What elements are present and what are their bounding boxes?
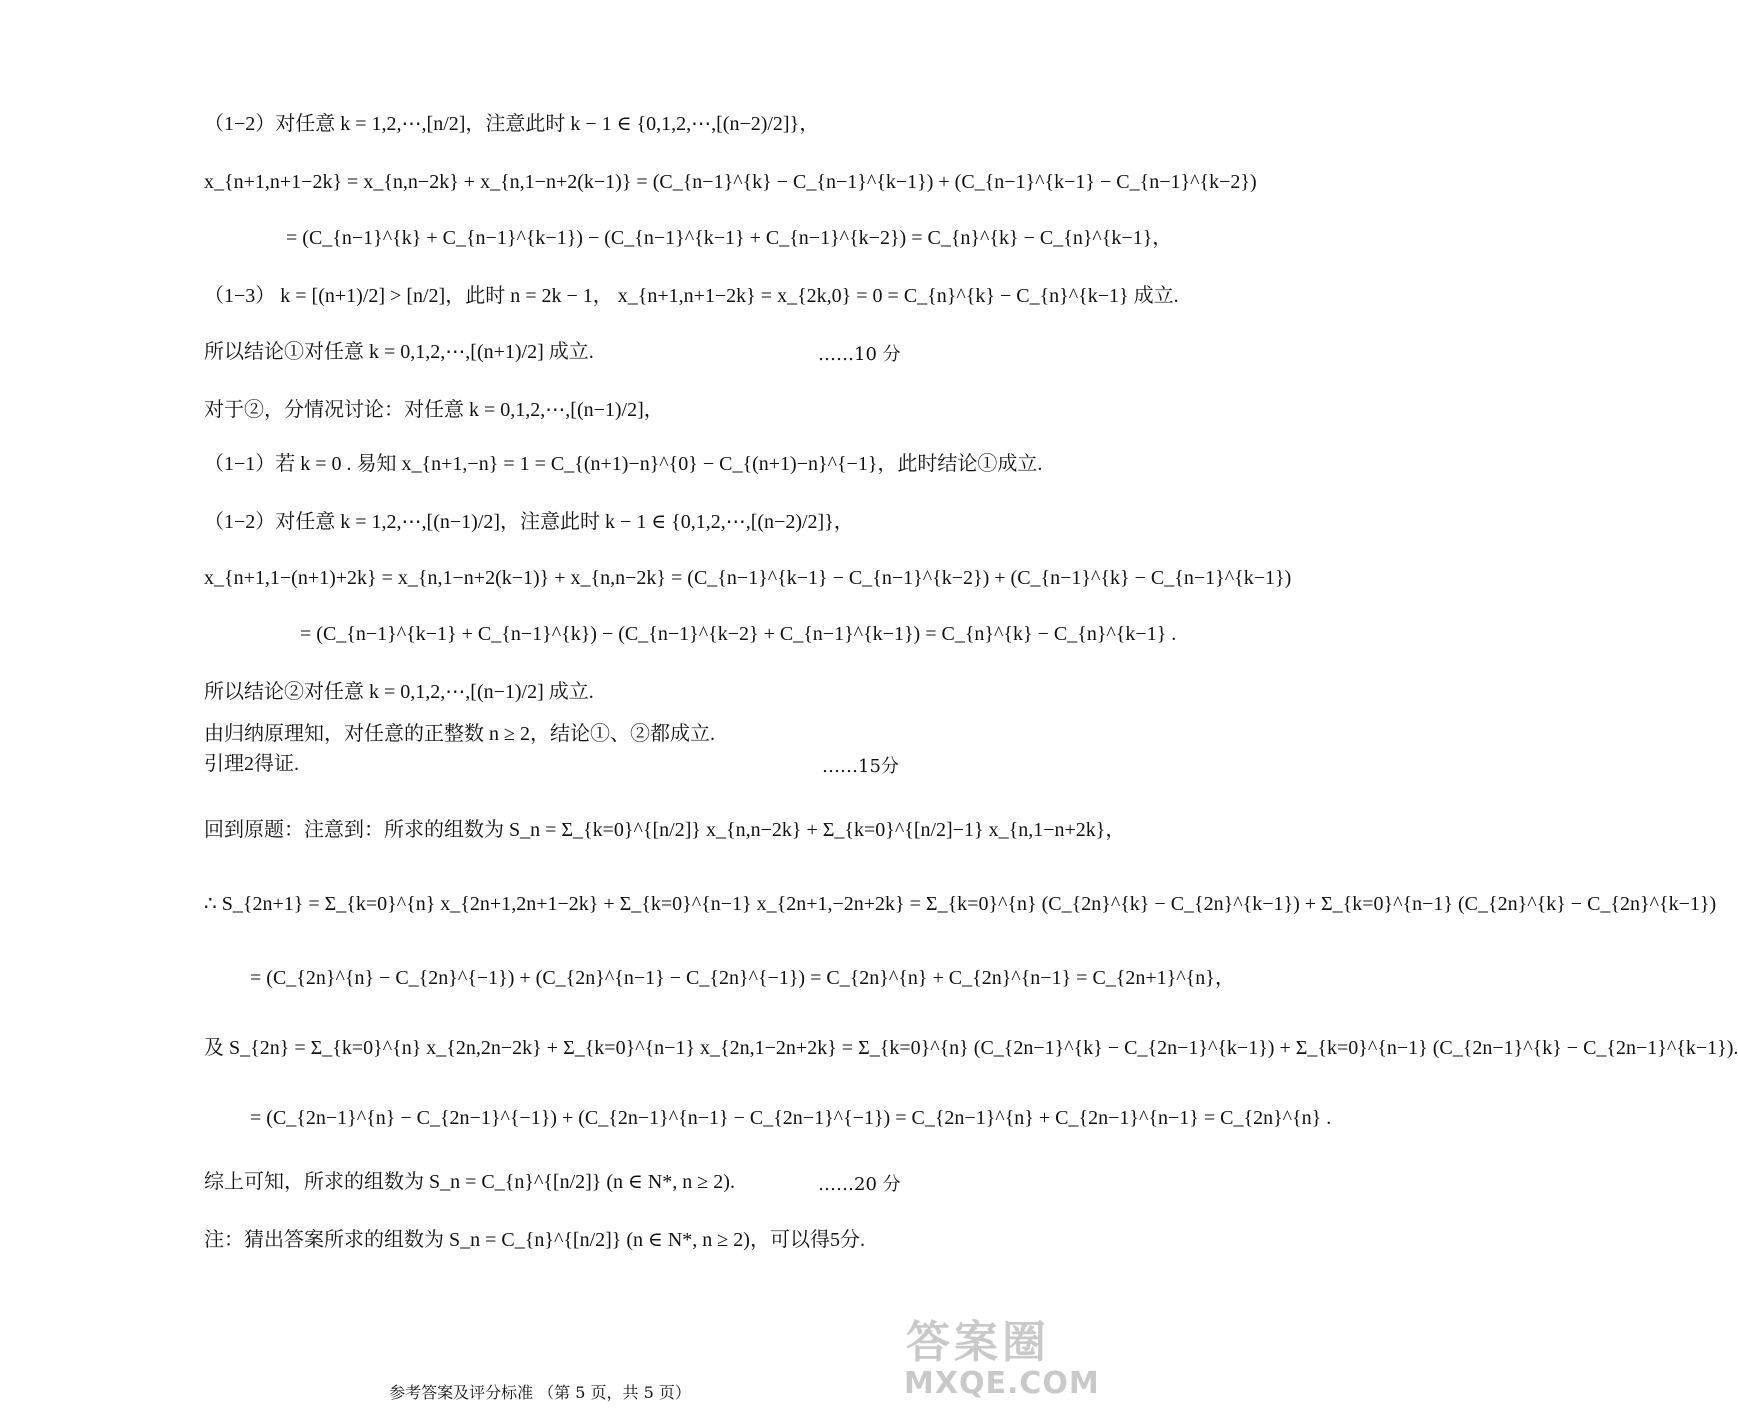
score-10: ……10 分 xyxy=(818,344,901,365)
watermark-logo xyxy=(880,1300,1100,1411)
text-line-10: = (C_{n−1}^{k−1} + C_{n−1}^{k}) − (C_{n−1}^{k−2} + C_{n−1}^{k−1}) = C_{n}^{k} − C_{n}^{k−1} . xyxy=(300,623,1177,645)
text-line-14: 回到原题：注意到：所求的组数为 S_n = Σ_{k=0}^{[n/2]} x_{n,n−2k} + Σ_{k=0}^{[n/2]−1} x_{n,1−n+2k}， xyxy=(204,819,1126,841)
text-line-20: 注：猜出答案所求的组数为 S_n = C_{n}^{[n/2]} (n ∈ N*, n ≥ 2)，可以得5分. xyxy=(204,1229,865,1251)
text-line-13: 引理2得证. xyxy=(204,753,299,775)
text-line-11: 所以结论②对任意 k = 0,1,2,⋯,[(n−1)/2] 成立. xyxy=(204,681,594,703)
text-line-6: 对于②，分情况讨论：对任意 k = 0,1,2,⋯,[(n−1)/2]， xyxy=(204,399,664,421)
text-line-2: x_{n+1,n+1−2k} = x_{n,n−2k} + x_{n,1−n+2(k−1)} = (C_{n−1}^{k} − C_{n−1}^{k−1}) + (C_{n−1}^{k−1} − C_{n−1}^{k−2}) xyxy=(204,171,1257,193)
text-line-4: （1−3） k = [(n+1)/2] > [n/2]，此时 n = 2k − 1， x_{n+1,n+1−2k} = x_{2k,0} = 0 = C_{n}^{k} − C_{n}^{k−1} 成立. xyxy=(204,285,1179,307)
text-line-5: 所以结论①对任意 k = 0,1,2,⋯,[(n+1)/2] 成立. xyxy=(204,341,594,363)
text-line-9: x_{n+1,1−(n+1)+2k} = x_{n,1−n+2(k−1)} + x_{n,n−2k} = (C_{n−1}^{k−1} − C_{n−1}^{k−2}) + (C_{n−1}^{k} − C_{n−1}^{k−1}) xyxy=(204,567,1292,589)
text-line-12: 由归纳原理知，对任意的正整数 n ≥ 2，结论①、②都成立. xyxy=(204,723,715,745)
text-line-8: （1−2）对任意 k = 1,2,⋯,[(n−1)/2]，注意此时 k − 1 ∈ {0,1,2,⋯,[(n−2)/2]}， xyxy=(204,511,854,533)
text-line-17: 及 S_{2n} = Σ_{k=0}^{n} x_{2n,2n−2k} + Σ_{k=0}^{n−1} x_{2n,1−2n+2k} = Σ_{k=0}^{n} (C_{2n−1}^{k} − C_{2n−1}^{k−1}) + Σ_{k=0}^{n−1} (C_{2n−1}^{k} − C_{2n−1}^{k−1}). xyxy=(204,1037,1738,1059)
score-20: ……20 分 xyxy=(818,1174,901,1195)
text-line-18: = (C_{2n−1}^{n} − C_{2n−1}^{−1}) + (C_{2n−1}^{n−1} − C_{2n−1}^{−1}) = C_{2n−1}^{n} + C_{2n−1}^{n−1} = C_{2n}^{n} . xyxy=(250,1107,1332,1129)
watermark-top: 答案圈 xyxy=(906,1317,1050,1368)
text-line-1: （1−2）对任意 k = 1,2,⋯,[n/2]，注意此时 k − 1 ∈ {0,1,2,⋯,[(n−2)/2]}， xyxy=(204,113,820,135)
score-15: ……15分 xyxy=(822,756,899,777)
text-line-15: ∴ S_{2n+1} = Σ_{k=0}^{n} x_{2n+1,2n+1−2k} + Σ_{k=0}^{n−1} x_{2n+1,−2n+2k} = Σ_{k=0}^{n} (C_{2n}^{k} − C_{2n}^{k−1}) + Σ_{k=0}^{n−1} (C_{2n}^{k} − C_{2n}^{k−1}) xyxy=(204,893,1717,915)
watermark-bottom: MXQE.COM xyxy=(904,1366,1100,1401)
text-line-3: = (C_{n−1}^{k} + C_{n−1}^{k−1}) − (C_{n−1}^{k−1} + C_{n−1}^{k−2}) = C_{n}^{k} − C_{n}^{k−1}， xyxy=(286,227,1173,249)
text-line-7: （1−1）若 k = 0 . 易知 x_{n+1,−n} = 1 = C_{(n+1)−n}^{0} − C_{(n+1)−n}^{−1}，此时结论①成立. xyxy=(204,453,1043,475)
text-line-19: 综上可知，所求的组数为 S_n = C_{n}^{[n/2]} (n ∈ N*, n ≥ 2). xyxy=(204,1171,735,1193)
page-footer: 参考答案及评分标准 （第 5 页，共 5 页） xyxy=(389,1383,691,1402)
text-line-16: = (C_{2n}^{n} − C_{2n}^{−1}) + (C_{2n}^{n−1} − C_{2n}^{−1}) = C_{2n}^{n} + C_{2n}^{n−1} = C_{2n+1}^{n}， xyxy=(250,967,1235,989)
